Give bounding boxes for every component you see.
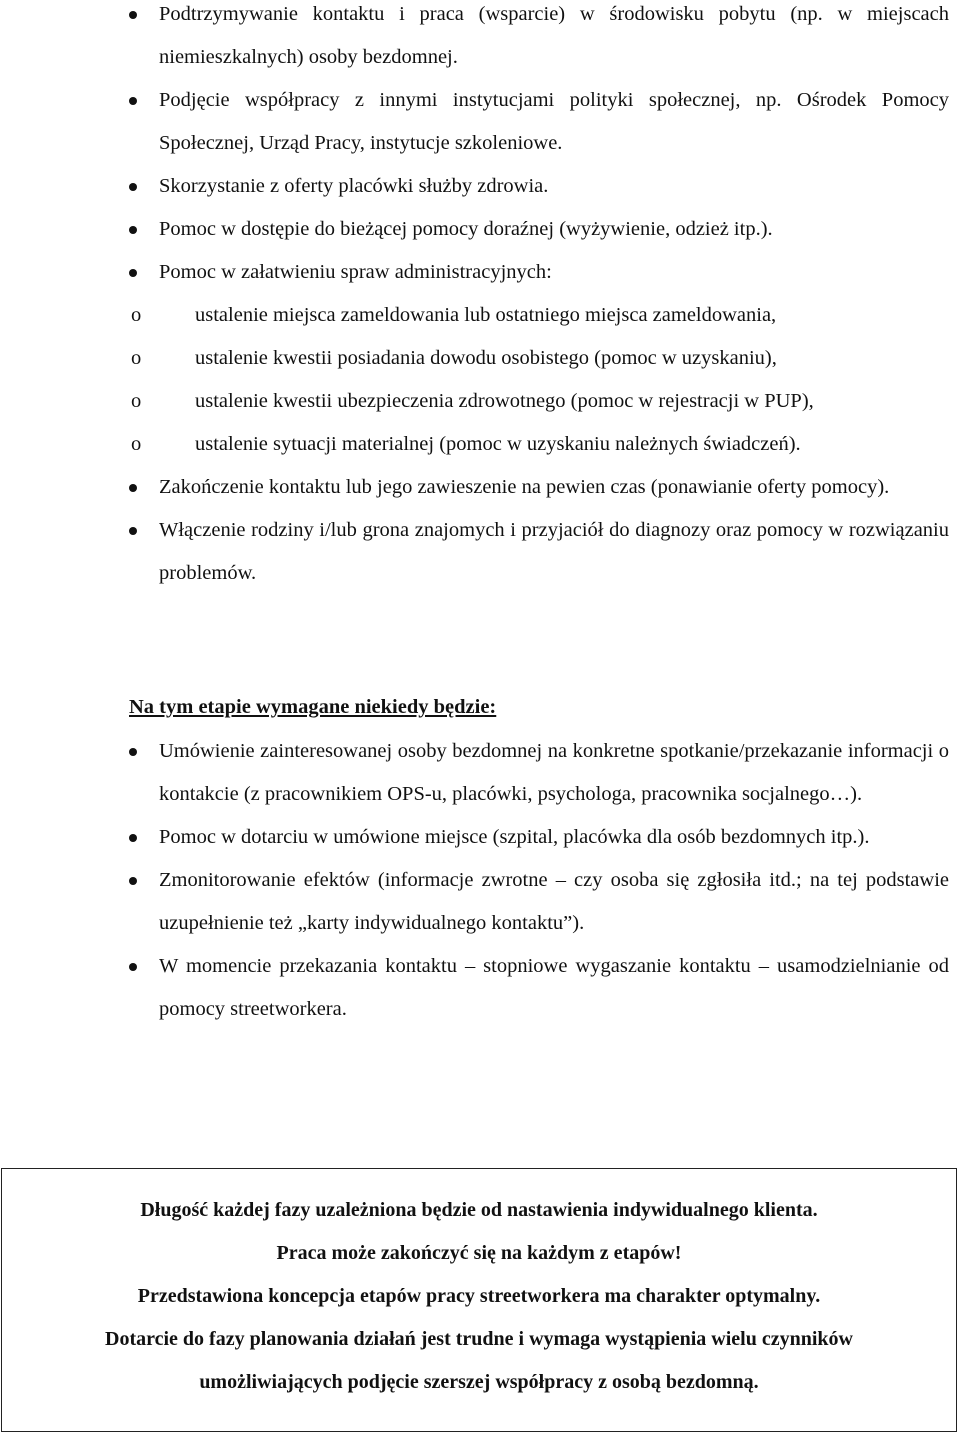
sublist-item <box>0 294 949 337</box>
section-heading <box>0 686 496 729</box>
bullet-icon <box>129 748 137 756</box>
sublist-item <box>0 380 949 423</box>
bullet-icon <box>129 834 137 842</box>
bullet-icon <box>129 877 137 885</box>
sublist-item <box>0 423 949 466</box>
list-item-text: Pomoc w załatwieniu spraw administracyjnych: <box>159 261 552 283</box>
bullet-list-requirements <box>0 730 949 1031</box>
list-item-text: W momencie przekazania kontaktu – stopniowe wygaszanie kontaktu – usamodzielnianie od pomocy streetworkera. <box>159 955 949 1020</box>
section-heading-text: Na tym etapie wymagane niekiedy będzie: <box>129 696 497 718</box>
list-item <box>0 730 949 816</box>
list-item-text: Podjęcie współpracy z innymi instytucjami polityki społecznej, np. Ośrodek Pomocy Społecznej, Urząd Pracy, instytucje szkoleniowe. <box>159 89 949 154</box>
note-line: Dotarcie do fazy planowania działań jest trudne i wymaga wystąpienia wielu czynników <box>105 1328 853 1350</box>
note-line: umożliwiających podjęcie szerszej współpracy z osobą bezdomną. <box>199 1371 759 1393</box>
list-item-text: Zmonitorowanie efektów (informacje zwrotne – czy osoba się zgłosiła itd.; na tej podstawie uzupełnienie też „karty indywidualnego kontaktu”). <box>159 869 949 934</box>
bullet-icon <box>129 11 137 19</box>
bullet-icon <box>129 269 137 277</box>
sublist-marker: o <box>131 347 142 369</box>
list-item <box>0 79 949 165</box>
bullet-list-support <box>0 0 949 595</box>
sublist-item-text: ustalenie kwestii posiadania dowodu osobistego (pomoc w uzyskaniu), <box>195 347 777 369</box>
sublist-marker: o <box>131 390 142 412</box>
list-item <box>0 466 949 509</box>
note-line: Przedstawiona koncepcja etapów pracy streetworkera ma charakter optymalny. <box>137 1285 821 1307</box>
note-line: Długość każdej fazy uzależniona będzie od nastawienia indywidualnego klienta. <box>140 1199 818 1221</box>
list-item-text: Pomoc w dotarciu w umówione miejsce (szpital, placówka dla osób bezdomnych itp.). <box>159 826 870 848</box>
summary-note-box <box>1 1168 957 1432</box>
bullet-icon <box>129 183 137 191</box>
list-item <box>0 509 949 595</box>
sublist-item-text: ustalenie miejsca zameldowania lub ostatniego miejsca zameldowania, <box>195 304 777 326</box>
list-item <box>0 165 949 208</box>
sublist-item <box>0 337 949 380</box>
list-item-text: Zakończenie kontaktu lub jego zawieszenie na pewien czas (ponawianie oferty pomocy). <box>159 476 890 498</box>
list-item <box>0 251 949 294</box>
list-item-text: Umówienie zainteresowanej osoby bezdomnej na konkretne spotkanie/przekazanie informacji o kontakcie (z pracownikiem OPS-u, placówki, psychologa, pracownika socjalnego…). <box>159 740 949 805</box>
list-item <box>0 816 949 859</box>
sublist-item-text: ustalenie sytuacji materialnej (pomoc w uzyskaniu należnych świadczeń). <box>195 433 801 455</box>
list-item-text: Skorzystanie z oferty placówki służby zdrowia. <box>159 175 549 197</box>
sublist-marker: o <box>131 433 142 455</box>
list-item <box>0 859 949 945</box>
list-item-text: Pomoc w dostępie do bieżącej pomocy doraźnej (wyżywienie, odzież itp.). <box>159 218 773 240</box>
bullet-icon <box>129 226 137 234</box>
list-item <box>0 945 949 1031</box>
bullet-icon <box>129 527 137 535</box>
list-item-text: Włączenie rodziny i/lub grona znajomych i przyjaciół do diagnozy oraz pomocy w rozwiązaniu problemów. <box>159 519 949 584</box>
list-item-text: Podtrzymywanie kontaktu i praca (wsparcie) w środowisku pobytu (np. w miejscach niemieszkalnych) osoby bezdomnej. <box>159 3 949 68</box>
sublist-marker: o <box>131 304 142 326</box>
list-item <box>0 0 949 79</box>
bullet-icon <box>129 97 137 105</box>
sublist-item-text: ustalenie kwestii ubezpieczenia zdrowotnego (pomoc w rejestracji w PUP), <box>195 390 814 412</box>
list-item <box>0 208 949 251</box>
bullet-icon <box>129 963 137 971</box>
bullet-icon <box>129 484 137 492</box>
note-line: Praca może zakończyć się na każdym z etapów! <box>276 1242 682 1264</box>
